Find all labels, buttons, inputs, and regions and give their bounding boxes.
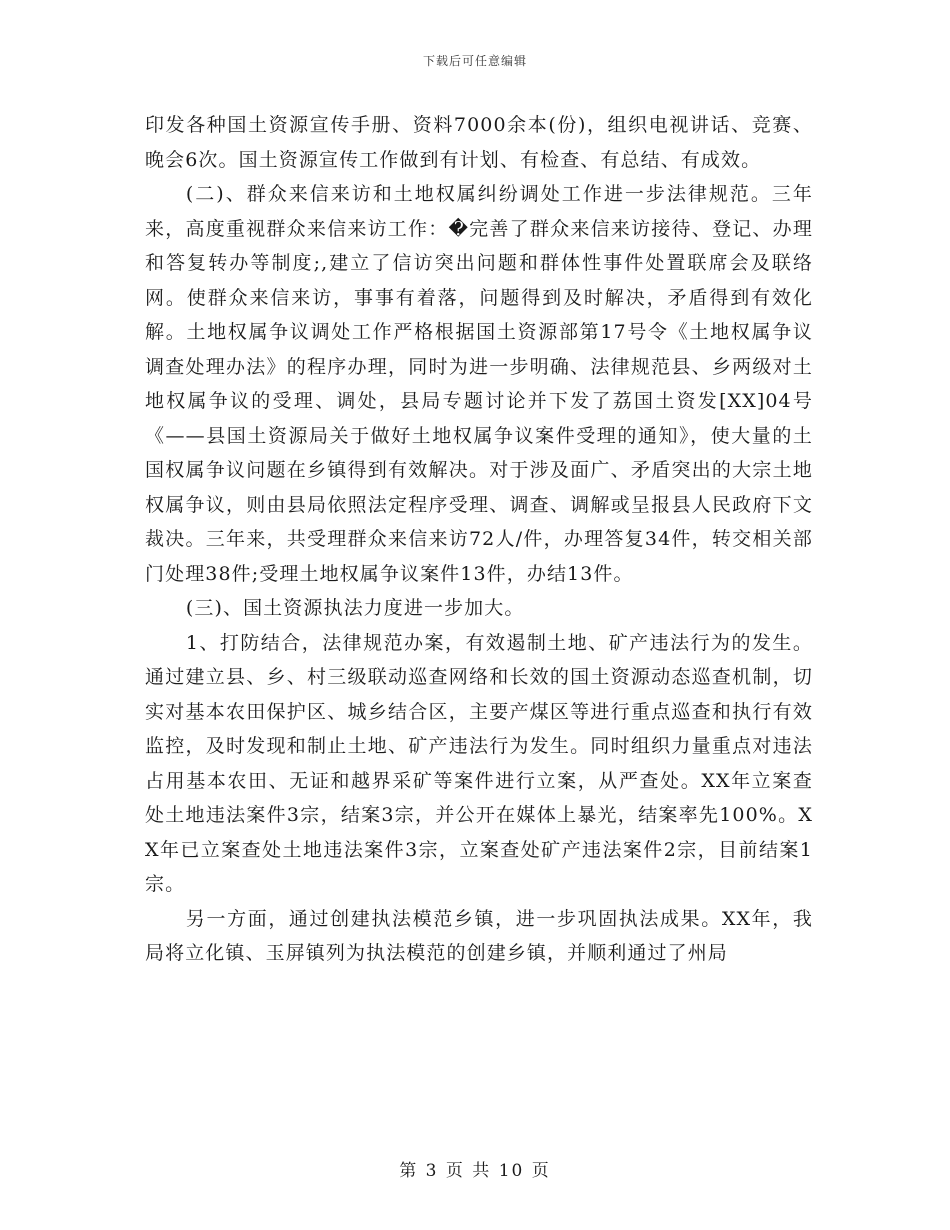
paragraph-4: 1、打防结合，法律规范办案，有效遏制土地、矿产违法行为的发生。通过建立县、乡、村三级联动巡查网络和长效的国土资源动态巡查机制，切实对基本农田保护区、城乡结合区，主要产煤区等进行重点巡查和执行有效监控，及时发现和制止土地、矿产违法行为发生。同时组织力量重点对违法占用基本农田、无证和越界采矿等案件进行立案，从严查处。XX年立案查处土地违法案件3宗，结案3宗，并公开在媒体上暴光，结案率先100%。XX年已立案查处土地违法案件3宗，立案查处矿产违法案件2宗，目前结案1宗。 [145,631,813,895]
paragraph-1: 印发各种国土资源宣传手册、资料7000余本(份)，组织电视讲话、竞赛、晚会6次。国土资源宣传工作做到有计划、有检查、有总结、有成效。 [145,114,813,171]
page-header-note: 下载后可任意编辑 [422,54,527,68]
paragraph-5: 另一方面，通过创建执法模范乡镇，进一步巩固执法成果。XX年，我局将立化镇、玉屏镇列为执法模范的创建乡镇，并顺利通过了州局 [145,907,813,964]
document-body [145,108,813,971]
paragraph-3: (三)、国土资源执法力度进一步加大。 [185,597,525,619]
paragraph-2: (二)、群众来信来访和土地权属纠纷调处工作进一步法律规范。三年来，高度重视群众来信来访工作：�完善了群众来信来访接待、登记、办理和答复转办等制度;,建立了信访突出问题和群体性事件处置联席会及联络网。使群众来信来访，事事有着落，问题得到及时解决，矛盾得到有效化解。土地权属争议调处工作严格根据国土资源部第17号令《土地权属争议调查处理办法》的程序办理，同时为进一步明确、法律规范县、乡两级对土地权属争议的受理、调处，县局专题讨论并下发了荔国土资发[XX]04号《——县国土资源局关于做好土地权属争议案件受理的通知》，使大量的土国权属争议问题在乡镇得到有效解决。对于涉及面广、矛盾突出的大宗土地权属争议，则由县局依照法定程序受理、调查、调解或呈报县人民政府下文裁决。三年来，共受理群众来信来访72人/件，办理答复34件，转交相关部门处理38件;受理土地权属争议案件13件，办结13件。 [145,183,813,585]
page-number-footer: 第 3 页 共 10 页 [399,1161,551,1181]
